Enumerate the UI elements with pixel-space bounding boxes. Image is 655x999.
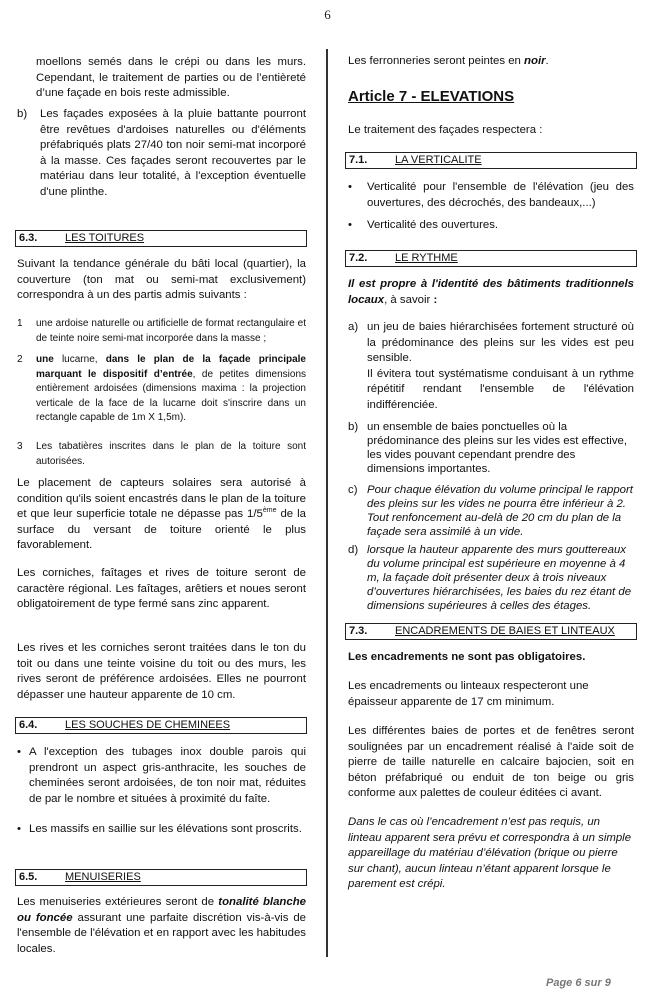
list-label: d) [348, 544, 359, 556]
text-span: , à savoir [384, 293, 434, 306]
paragraph-rives: Les rives et les corniches seront traitées dans le ton du toit ou dans une teinte voisine du toit ou des murs, les rives seront de préférence ardoisées. Elles ne pourront dépasser une hauteur apparente de 10 cm. [17, 642, 306, 701]
paragraph-encadrements-3: Dans le cas où l’encadrement n’est pas requis, un linteau apparent sera prévu et correspondra à un simple appareillage du matériau d’élévation (brique ou pierre sur chant), aucun linteau n’étant apparent lorsque le parement est crépi. [348, 816, 632, 891]
bullet-icon: • [348, 181, 352, 193]
list-text: Les massifs en saillie sur les élévations sont proscrits. [29, 823, 302, 835]
list-text: A l'exception des tubages inox double parois qui prendront un aspect gris-anthracite, les souches de cheminées seront ardoisées, de ton noir mat, réduites de par le nombre et situées à proximité du faîte. [29, 746, 306, 805]
list-text: Verticalité pour l'ensemble de l'élévation (jeu des ouvertures, des décrochés, des bandeaux,...) [367, 181, 634, 209]
superscript: ème [262, 507, 277, 515]
bold-italic-text: tonalité blanche ou foncée [17, 896, 306, 924]
bullet-item [348, 218, 634, 234]
bullet-item [348, 180, 634, 211]
bullet-icon: • [17, 823, 21, 835]
text-span: Le placement de capteurs solaires sera autorisé à condition qu'ils soient encastrés dans le plan de la toiture et que leur superficie totale ne dépasse pas 1/5 [17, 477, 306, 521]
paragraph-article-intro: Le traitement des façades respectera : [348, 124, 543, 136]
list-text: une ardoise naturelle ou artificielle de format rectangulaire et de teinte noire semi-mat incorporée dans la masse ; [36, 318, 306, 344]
list-label: 2 [17, 354, 23, 365]
list-text: un ensemble de baies ponctuelles où la prédominance des pleins sur les vides est effective, les vides pouvant cependant prendre des dimensions importantes. [367, 421, 628, 475]
paragraph-encadrements-bold: Les encadrements ne sont pas obligatoires. [348, 651, 586, 663]
paragraph-encadrements-1: Les encadrements ou linteaux respecteront une épaisseur apparente de 17 cm minimum. [348, 680, 589, 708]
list-label: 1 [17, 318, 23, 329]
section-heading-6-5 [15, 869, 307, 886]
list-label: a) [348, 321, 359, 333]
list-text [36, 353, 306, 426]
bold-italic-text: noir [524, 55, 546, 67]
list-item-d [348, 543, 634, 613]
section-number: 7.1. [349, 153, 368, 166]
list-label: b) [348, 421, 359, 433]
list-text: Les façades exposées à la pluie battante pourront être revêtues d'ardoises naturelles ou d'éléments préfabriqués plats 27/40 ton noir semi-mat incorporé à la masse. Ces façades seront recouvertes par le matériau dans leur totalité, à l'exception éventuelle d'une plinthe. [40, 108, 306, 198]
list-item-c [348, 483, 634, 539]
list-label: c) [348, 484, 358, 496]
list-text: Les tabatières inscrites dans le plan de la toiture sont autorisées. [36, 441, 306, 467]
list-label: 3 [17, 441, 23, 452]
section-title: MENUISERIES [65, 870, 141, 883]
list-label: b) [17, 108, 28, 120]
list-item-2 [17, 353, 306, 426]
paragraph-solar [17, 476, 306, 554]
section-title: LES SOUCHES DE CHEMINEES [65, 718, 231, 731]
section-number: 6.3. [19, 231, 38, 244]
section-heading-6-3 [15, 230, 307, 247]
paragraph-rythme-intro [348, 277, 634, 308]
section-number: 6.4. [19, 718, 38, 731]
bold-text: une [36, 354, 54, 365]
text-span: de la surface du versant de toiture orienté le plus favorablement. [17, 508, 306, 552]
bullet-icon: • [348, 219, 352, 231]
bullet-item [17, 822, 306, 838]
page-footer: Page 6 sur 9 [546, 977, 611, 989]
article-title: Article 7 - ELEVATIONS [348, 88, 515, 105]
paragraph-corniches: Les corniches, faîtages et rives de toiture seront de caractère régional. Les faîtages, arêtiers et noues seront obligatoirement de type fermé sans zinc apparent. [17, 567, 306, 611]
section-title: LA VERTICALITE [395, 153, 482, 166]
list-item-b [348, 420, 634, 476]
text-span: assurant une parfaite discrétion vis-à-vis de l'ensemble de l'élévation et en rapport avec les habitudes locales. [17, 911, 307, 955]
list-item-a [348, 320, 634, 414]
section-number: 6.5. [19, 870, 38, 883]
column-divider [326, 49, 328, 957]
section-title: ENCADREMENTS DE BAIES ET LINTEAUX [395, 624, 615, 637]
section-heading-6-4 [15, 717, 307, 734]
list-text [367, 320, 634, 414]
section-heading-7-3 [345, 623, 637, 640]
list-item-b [17, 107, 306, 201]
bold-text: dans le plan de la façade principale marquant le dispositif d’entrée [36, 354, 306, 380]
list-text: lorsque la hauteur apparente des murs gouttereaux du volume principal est supérieure en moyenne à 4 m, la façade doit présenter deux à trois niveaux d’ouvertures hiérarchisées, les baies du rez étant de dimensions supérieures à celles des étages. [367, 544, 632, 612]
paragraph-encadrements-2: Les différentes baies de portes et de fenêtres seront soulignées par un encadrement réalisé à l'aide soit de pierre de taille naturelle en calcaire bajocien, soit en béton préfabriqué ou enduit de ton beige ou gris conforme aux palettes de couleur éditées ci avant. [348, 725, 634, 800]
section-number: 7.3. [349, 624, 368, 637]
section-number: 7.2. [349, 251, 368, 264]
text-span: , de petites dimensions entièrement ardoisées (dimensions maxima : la projection verticale de la face de la lucarne doit s'inscrire dans un rectangle capable de 1m X 1,5m). [36, 368, 306, 424]
list-item-1 [17, 317, 306, 346]
text-span: lucarne, [53, 354, 106, 365]
paragraph-intro: moellons semés dans le crépi ou dans les murs. Cependant, le traitement de parties ou de l’entièreté d’une façade en bois reste admissible. [36, 56, 306, 100]
list-text: Pour chaque élévation du volume principal le rapport des pleins sur les vides ne pourra être inférieur à 2. Tout renfoncement au-delà de 20 cm du plan de la façade sera assimilé à un vide. [367, 484, 633, 538]
text-span: Les ferronneries seront peintes en [348, 55, 525, 67]
bullet-item [17, 745, 306, 807]
bullet-icon: • [17, 746, 21, 758]
paragraph-ferronneries: Les ferronneries seront peintes en noir. [348, 55, 549, 67]
text-span: Les menuiseries extérieures seront de [17, 896, 219, 908]
bold-italic-text: Il est propre à l'identité des bâtiments traditionnels locaux [348, 278, 634, 306]
section-title: LE RYTHME [395, 251, 458, 264]
paragraph-menuiseries [17, 895, 306, 957]
list-item-3 [17, 440, 306, 469]
bold-text: : [433, 293, 438, 306]
text-span: un jeu de baies hiérarchisées fortement structuré où la prédominance des pleins sur les vides est peu sensible. [367, 321, 634, 365]
paragraph-toitures-intro: Suivant la tendance générale du bâti local (quartier), la couverture (ton mat ou semi-mat exclusivement) correspondra à un des partis admis suivants : [17, 258, 306, 302]
section-heading-7-2 [345, 250, 637, 267]
list-text: Verticalité des ouvertures. [367, 219, 499, 231]
section-heading-7-1 [345, 152, 637, 169]
page-number-top: 6 [324, 7, 331, 22]
section-title: LES TOITURES [65, 231, 145, 244]
text-span: Il évitera tout systématisme conduisant à un rythme répétitif rendant l'ensemble de l'élévation indifférenciée. [367, 367, 634, 411]
